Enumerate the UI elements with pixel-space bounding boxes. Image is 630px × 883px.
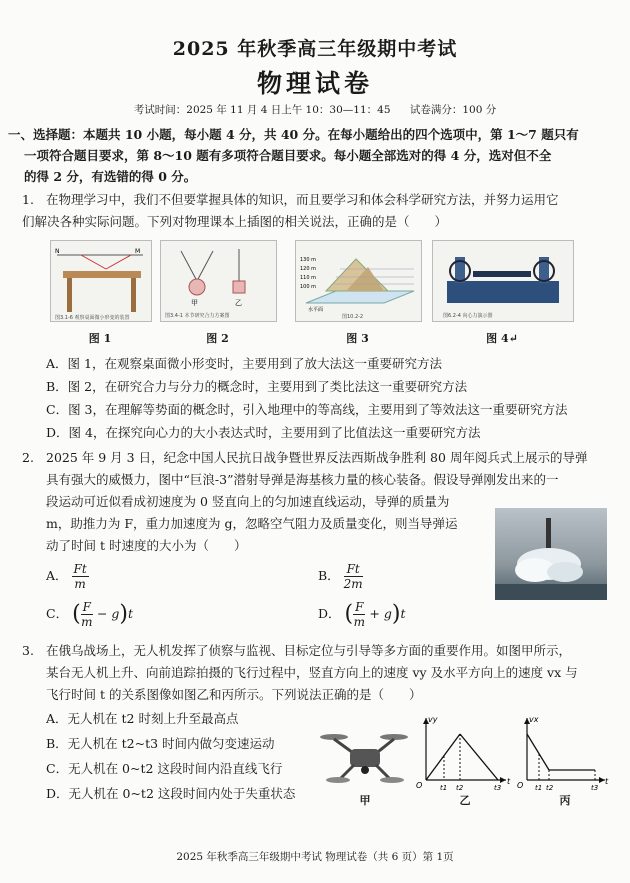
figure-3-illustration — [296, 241, 421, 321]
q2-option-b-frac — [344, 562, 363, 591]
q2-d-num: F — [355, 600, 364, 614]
vx-t2: t2 — [546, 784, 554, 792]
q2-line-2: 具有强大的威慑力，图中“巨浪-3”潜射导弹是海基核力量的核心装备。假设导弹刚发出来的一 — [46, 472, 559, 487]
q2-a-den: m — [74, 577, 86, 591]
exam-time: 考试时间：2025 年 11 月 4 日上午 10：30—11：45 — [133, 104, 391, 116]
vy-t1: t1 — [440, 784, 448, 792]
q3-line-1: 在俄乌战场上，无人机发挥了侦察与监视、目标定位与引导等多方面的重要作用。如图甲所示， — [46, 643, 572, 658]
graph-vx-plot — [515, 712, 615, 792]
figure-4-illustration — [433, 241, 573, 321]
fig3-note: 图10.2-2 — [342, 314, 364, 320]
q3-line-2: 某台无人机上升、向前追踪拍摄的飞行过程中，竖直方向上的速度 vy 及水平方向上的速度 vx 与 — [46, 665, 578, 680]
q2-option-d: D． ( $\frac{F}{m}$ + g)t — [318, 600, 406, 629]
exam-meta — [0, 102, 630, 117]
q2-option-b-label: B． — [318, 568, 340, 583]
exam-title: 2025 年秋季高三年级期中考试 — [172, 38, 458, 60]
q1-option-a: A．图 1，在观察桌面微小形变时，主要用到了放大法这一重要研究方法 — [46, 356, 442, 371]
q3-number: 3. — [22, 643, 34, 658]
vy-label: vy — [428, 715, 438, 724]
figure-4 — [432, 240, 574, 322]
figure-1-illustration — [51, 241, 151, 321]
figure-2-illustration — [161, 241, 276, 321]
q3-option-b: B．无人机在 t2~t3 时间内做匀变速运动 — [46, 736, 275, 751]
q2-d-tail: + g — [369, 606, 392, 621]
q2-line-4: m，助推力为 F，重力加速度为 g，忽略空气阻力及质量变化，则当导弹运 — [46, 516, 458, 531]
vx-t3: t3 — [591, 784, 599, 792]
q2-option-c-frac — [81, 600, 93, 629]
q2-line-3: 段运动可近似看成初速度为 0 竖直向上的匀加速直线运动，导弹的质量为 — [46, 494, 450, 509]
q1-line-1: 在物理学习中，我们不但要掌握具体的知识，而且要学习和体会科学研究方法，并努力运用它 — [46, 192, 559, 207]
q3-option-c: C．无人机在 0~t2 这段时间内沿直线飞行 — [46, 761, 283, 776]
q2-number: 2. — [22, 450, 34, 465]
caption-yi: 乙 — [459, 794, 471, 807]
q1-option-b: B．图 2，在研究合力与分力的概念时，主要用到了类比法这一重要研究方法 — [46, 379, 468, 394]
figure-2 — [160, 240, 277, 322]
q3-line-3: 飞行时间 t 的关系图像如图乙和丙所示。下列说法正确的是（ ） — [46, 687, 422, 702]
missile-photo — [495, 508, 607, 600]
section-line-1: 一、选择题：本题共 10 小题，每小题 4 分，共 40 分。在每小题给出的四个选项中，第 1～7 题只有 — [8, 127, 579, 142]
section-instructions — [8, 124, 618, 187]
q2-line-1: 2025 年 9 月 3 日，纪念中国人民抗日战争暨世界反法西斯战争胜利 80 周年阅兵式上展示的导弹 — [46, 450, 588, 465]
q2-option-a — [46, 562, 89, 591]
graph-vy — [414, 712, 514, 792]
fig3-caption: 图 3 — [346, 332, 369, 345]
q2-c-num: F — [82, 600, 91, 614]
vx-label: vx — [529, 715, 539, 724]
vx-origin: O — [517, 781, 524, 790]
fig3-label-120: 120 m — [300, 266, 317, 272]
section-line-3: 的得 2 分，有选错的得 0 分。 — [24, 169, 197, 184]
drone-figure — [318, 725, 410, 785]
figure-3 — [295, 240, 422, 322]
q2-a-num: Ft — [73, 562, 87, 576]
vy-origin: O — [416, 781, 423, 790]
q1-number: 1. — [22, 192, 34, 207]
q1-option-c: C．图 3，在理解等势面的概念时，引入地理中的等高线，主要用到了等效法这一重要研究方法 — [46, 402, 568, 417]
q1-option-d: D．图 4，在探究向心力的大小表达式时，主要用到了比值法这一重要研究方法 — [46, 425, 481, 440]
page-footer: 2025 年秋季高三年级期中考试 物理试卷（共 6 页）第 1页 — [176, 851, 454, 863]
q2-option-a-frac — [72, 562, 89, 591]
subject-title: 物理试卷 — [256, 69, 373, 98]
q2-d-t: t — [400, 606, 406, 621]
fig2-sub-a: 甲 — [191, 299, 198, 307]
fig1-caption: 图 1 — [88, 332, 112, 345]
q2-option-b — [318, 562, 363, 591]
vy-t2: t2 — [456, 784, 464, 792]
fig1-letter-n: N — [55, 248, 60, 255]
q2-b-num: Ft — [344, 562, 363, 577]
q2-b-den: 2m — [343, 577, 363, 591]
q1-line-2: 们解决各种实际问题。下列对物理课本上插图的相关说法，正确的是（ ） — [22, 214, 448, 229]
q2-option-d-label: D． — [318, 606, 341, 621]
missile-photo-illustration — [495, 508, 607, 600]
vy-t-axis: t — [507, 777, 511, 786]
caption-bing: 丙 — [559, 794, 571, 807]
vy-t3: t3 — [494, 784, 502, 792]
vx-t-axis: t — [605, 777, 609, 786]
q3-stem — [46, 640, 610, 706]
fig2-sub-b: 乙 — [235, 299, 242, 307]
fig3-label-110: 110 m — [300, 275, 317, 281]
q1-stem — [22, 189, 610, 233]
fig3-label-plane: 水平面 — [308, 307, 324, 313]
q2-c-t: t — [128, 606, 134, 621]
fig4-note: 图6.2-4 向心力演示器 — [443, 313, 493, 319]
q2-c-den: m — [81, 615, 93, 629]
graph-vy-plot — [414, 712, 514, 792]
q3-option-d: D．无人机在 0~t2 这段时间内处于失重状态 — [46, 786, 296, 801]
q2-d-den: m — [353, 615, 365, 629]
fig4-caption: 图 4↵ — [486, 332, 518, 345]
q2-line-5: 动了时间 t 时速度的大小为（ ） — [46, 538, 247, 553]
q2-option-d-frac — [353, 600, 365, 629]
caption-jia: 甲 — [359, 794, 371, 807]
section-line-2: 一项符合题目要求，第 8～10 题有多项符合题目要求。每小题全部选对的得 4 分，选对但不全 — [24, 148, 552, 163]
fig3-label-100: 100 m — [300, 284, 317, 290]
fig2-note: 图3.4-1 本节研究合力方案图 — [165, 313, 230, 319]
fig3-label-130: 130 m — [300, 257, 317, 263]
q2-c-tail: − g — [96, 606, 120, 621]
drone-icon — [318, 725, 410, 785]
fig1-note: 图3.1-6 观察桌面微小形变的装置 — [55, 315, 130, 321]
exam-score: 试卷满分：100 分 — [409, 104, 497, 116]
fig2-caption: 图 2 — [206, 332, 229, 345]
q2-option-c: C． ( $\frac{F}{m}$ − g)t — [46, 600, 134, 629]
figure-1 — [50, 240, 152, 322]
q3-option-a: A．无人机在 t2 时刻上升至最高点 — [46, 711, 239, 726]
svg-text:M: M — [135, 248, 141, 255]
q2-option-c-label: C． — [46, 606, 69, 621]
q2-option-a-label: A． — [46, 568, 68, 583]
graph-vx — [515, 712, 615, 792]
vx-t1: t1 — [535, 784, 543, 792]
